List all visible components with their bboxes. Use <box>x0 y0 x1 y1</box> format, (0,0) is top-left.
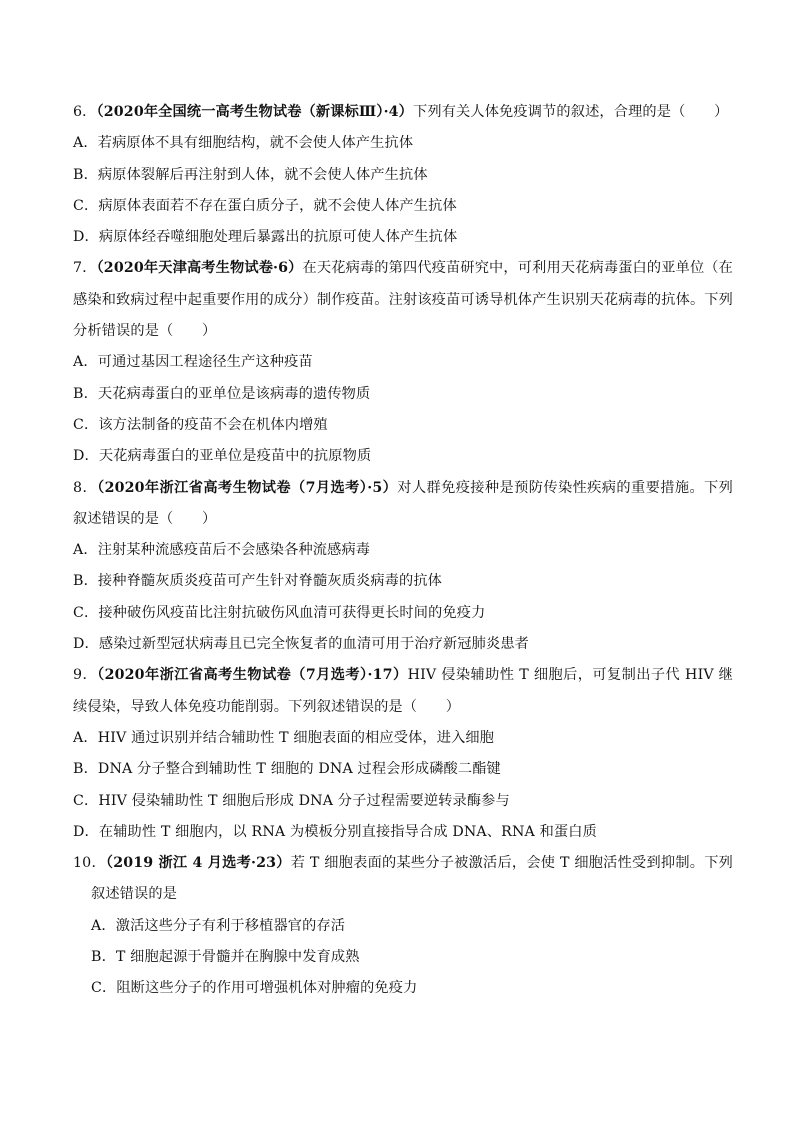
question-source: （2020年浙江省高考生物试卷（7月选考）·5） <box>97 479 398 496</box>
question-number: 8． <box>73 479 98 496</box>
option-c: C．该方法制备的疫苗不会在机体内增殖 <box>73 416 328 433</box>
question-stem <box>73 473 733 536</box>
option-b: B．DNA 分子整合到辅助性 T 细胞的 DNA 过程会形成磷酸二酯键 <box>73 761 501 778</box>
option-c: C．HIV 侵染辅助性 T 细胞后形成 DNA 分子过程需要逆转录酶参与 <box>73 792 510 809</box>
option-b: B．病原体裂解后再注射到人体，就不会使人体产生抗体 <box>73 166 428 183</box>
question-9 <box>73 660 733 848</box>
question-10 <box>73 848 733 1004</box>
option-a: A．激活这些分子有利于移植器官的存活 <box>91 917 346 934</box>
option-a: A．可通过基因工程途径生产这种疫苗 <box>73 354 313 371</box>
question-source: （2020年全国统一高考生物试卷（新课标Ⅲ）·4） <box>96 104 414 120</box>
option-a: A．若病原体不具有细胞结构，就不会使人体产生抗体 <box>73 135 414 152</box>
option-b: B．T 细胞起源于骨髓并在胸腺中发育成熟 <box>91 949 360 966</box>
question-stem <box>73 660 733 723</box>
question-stem <box>73 253 733 347</box>
question-6 <box>73 97 733 253</box>
option-d: D．感染过新型冠状病毒且已完全恢复者的血清可用于治疗新冠肺炎患者 <box>73 636 529 653</box>
question-text: 在天花病毒的第四代疫苗研究中，可利用天花病毒蛋白的亚单位（在感染和致病过程中起重要作用的成分）制作疫苗。注射该疫苗可诱导机体产生识别天花病毒的抗体。下列分析错误的是（ ） <box>73 260 733 340</box>
question-list <box>73 97 733 1005</box>
option-c: C．接种破伤风疫苗比注射抗破伤风血清可获得更长时间的免疫力 <box>73 604 486 621</box>
question-text: 对人群免疫接种是预防传染性疾病的重要措施。下列叙述错误的是（ ） <box>73 479 734 527</box>
option-d: D．天花病毒蛋白的亚单位是疫苗中的抗原物质 <box>73 448 372 465</box>
option-b: B．天花病毒蛋白的亚单位是该病毒的遗传物质 <box>73 385 371 402</box>
option-c: C．病原体表面若不存在蛋白质分子，就不会使人体产生抗体 <box>73 197 457 214</box>
option-d: D．病原体经吞噬细胞处理后暴露出的抗原可使人体产生抗体 <box>73 229 458 246</box>
question-8 <box>73 473 733 661</box>
option-d: D．在辅助性 T 细胞内，以 RNA 为模板分别直接指导合成 DNA、RNA 和蛋白质 <box>73 823 597 840</box>
option-a: A．HIV 通过识别并结合辅助性 T 细胞表面的相应受体，进入细胞 <box>73 729 495 746</box>
question-7 <box>73 253 733 472</box>
question-source: （2019 浙江 4 月选考·23） <box>105 855 291 872</box>
question-text: 下列有关人体免疫调节的叙述，合理的是（ ） <box>413 104 729 120</box>
question-source: （2020年浙江省高考生物试卷（7月选考）·17） <box>97 667 408 684</box>
question-text: 若 T 细胞表面的某些分子被激活后，会使 T 细胞活性受到抑制。下列叙述错误的是 <box>91 855 733 903</box>
question-number: 10． <box>73 855 106 872</box>
question-text: HIV 侵染辅助性 T 细胞后，可复制出子代 HIV 继续侵染，导致人体免疫功能削弱。下列叙述错误的是（ ） <box>73 667 733 715</box>
option-b: B．接种脊髓灰质炎疫苗可产生针对脊髓灰质炎病毒的抗体 <box>73 573 443 590</box>
question-number: 7． <box>73 260 97 277</box>
question-stem <box>73 848 733 911</box>
question-number: 9． <box>73 667 98 684</box>
option-c: C．阻断这些分子的作用可增强机体对肿瘤的免疫力 <box>91 980 418 997</box>
question-source: （2020年天津高考生物试卷·6） <box>96 260 303 277</box>
question-number: 6． <box>73 104 97 120</box>
option-a: A．注射某种流感疫苗后不会感染各种流感病毒 <box>73 542 371 559</box>
question-stem <box>73 97 733 128</box>
